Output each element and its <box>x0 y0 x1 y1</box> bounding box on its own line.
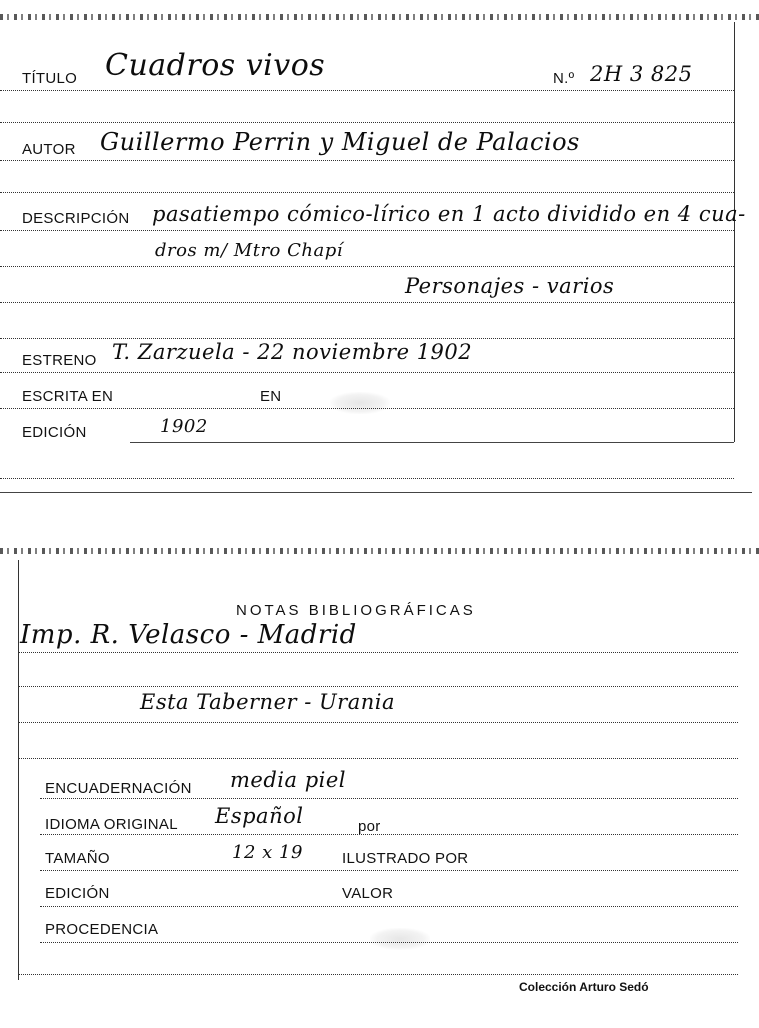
descripcion-label: DESCRIPCIÓN <box>22 210 130 227</box>
rule-edicion <box>130 442 734 443</box>
rule-6 <box>0 266 734 267</box>
autor-label: AUTOR <box>22 141 76 158</box>
rule-4 <box>0 192 734 193</box>
descripcion-line-2: dros m/ Mtro Chapí <box>155 240 343 261</box>
notas-heading: NOTAS BIBLIOGRÁFICAS <box>236 602 476 619</box>
encuadernacion-value: media piel <box>230 768 346 792</box>
rule-edicion-2 <box>40 906 738 907</box>
rule-b2 <box>18 686 738 687</box>
encuadernacion-label: ENCUADERNACIÓN <box>45 780 192 797</box>
idioma-label: IDIOMA ORIGINAL <box>45 816 178 833</box>
descripcion-line-1: pasatiempo cómico-lírico en 1 acto dividido en 4 cua- <box>152 202 746 226</box>
rule-estreno <box>0 372 734 373</box>
rule-encuadernacion <box>40 798 738 799</box>
edicion-label-2: EDICIÓN <box>45 885 110 902</box>
card-torn-edge <box>0 14 759 20</box>
rule-procedencia <box>40 942 738 943</box>
titulo-label: TÍTULO <box>22 70 78 87</box>
card-torn-edge-2 <box>0 548 759 554</box>
ink-smudge-2 <box>370 928 430 950</box>
edicion-label: EDICIÓN <box>22 424 87 441</box>
rule-8 <box>0 338 734 339</box>
catalog-card-front <box>0 0 759 500</box>
titulo-value: Cuadros vivos <box>105 48 326 83</box>
rule-autor <box>0 160 734 161</box>
procedencia-label: PROCEDENCIA <box>45 921 159 938</box>
rule-2 <box>0 122 734 123</box>
rule-b1 <box>18 652 738 653</box>
rule-titulo <box>0 90 734 91</box>
notas-line-1: Imp. R. Velasco - Madrid <box>20 620 357 650</box>
numero-value: 2H 3 825 <box>590 62 693 86</box>
ilustrado-label: ILUSTRADO POR <box>342 850 469 867</box>
collection-footer: Colección Arturo Sedó <box>519 980 649 994</box>
rule-idioma <box>40 834 738 835</box>
escrita-label: ESCRITA EN <box>22 388 114 405</box>
rule-b-last <box>18 974 738 975</box>
rule-descripcion <box>0 230 734 231</box>
por-label: por <box>358 818 381 835</box>
estreno-label: ESTRENO <box>22 352 97 369</box>
ink-smudge <box>330 392 390 414</box>
tamano-label: TAMAÑO <box>45 850 110 867</box>
card-right-border <box>734 22 735 442</box>
en-label: EN <box>260 388 282 405</box>
card-bottom-edge <box>0 492 752 493</box>
idioma-value: Español <box>215 804 304 828</box>
card-left-border <box>18 560 19 980</box>
rule-7 <box>0 302 734 303</box>
catalog-card-back <box>0 540 759 1000</box>
tamano-value: 12 x 19 <box>232 842 303 863</box>
rule-b4 <box>18 758 738 759</box>
estreno-value: T. Zarzuela - 22 noviembre 1902 <box>112 340 473 364</box>
valor-label: VALOR <box>342 885 394 902</box>
edicion-value: 1902 <box>160 416 208 437</box>
rule-tamano <box>40 870 738 871</box>
numero-label: N.º <box>553 70 575 87</box>
rule-b3 <box>18 722 738 723</box>
autor-value: Guillermo Perrin y Miguel de Palacios <box>100 128 580 156</box>
notas-line-2: Esta Taberner - Urania <box>140 690 396 714</box>
rule-bottom <box>0 478 734 479</box>
descripcion-line-3: Personajes - varios <box>405 274 615 298</box>
rule-escrita <box>0 408 734 409</box>
